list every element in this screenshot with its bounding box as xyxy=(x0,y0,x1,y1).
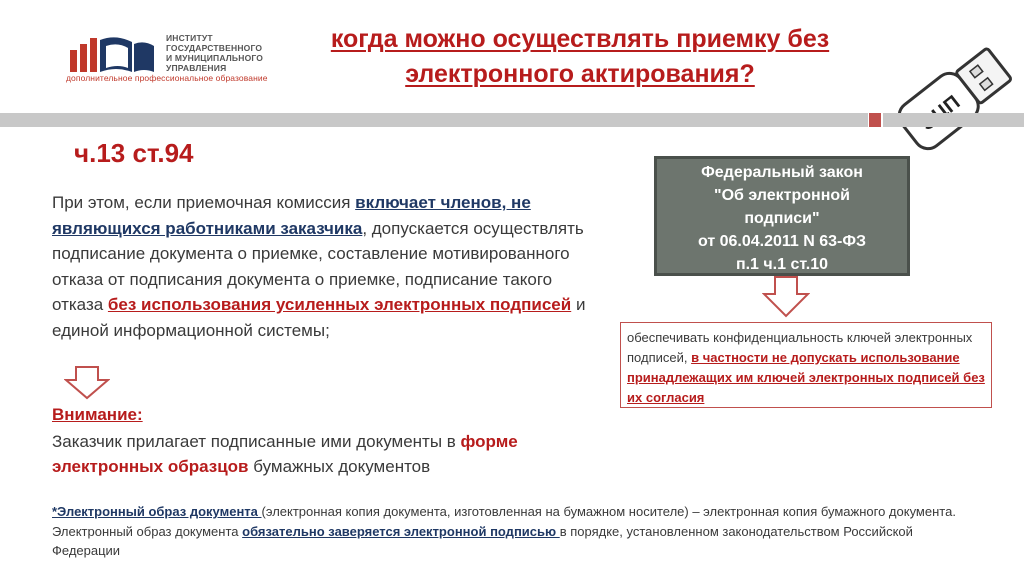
law-line: от 06.04.2011 N 63-ФЗ xyxy=(697,233,867,250)
note-highlight: в частности не допускать использование принадлежащих им ключей электронных подписей без их согласия xyxy=(627,350,985,405)
title-line-1: когда можно осуществлять приемку без xyxy=(330,25,830,53)
footnote xyxy=(52,502,982,561)
main-paragraph xyxy=(52,190,592,343)
law-line: подписи" xyxy=(744,210,820,227)
note-text: обеспечивать конфиденциальность ключей электронных подписей, xyxy=(627,330,973,365)
institute-logo-icon xyxy=(66,34,158,74)
law-line: "Об электронной xyxy=(714,187,850,204)
attention-text-part: бумажных документов xyxy=(248,457,431,476)
para-highlight-no-signature: без использования усиленных электронных подписей xyxy=(107,295,572,314)
page-title xyxy=(300,22,860,92)
para-text: , допускается осуществлять подписание документа о приемке, составление мотивированного отказа от подписания документа о приемке, подписание такого отказа xyxy=(52,218,584,314)
para-text: При этом, если приемочная комиссия xyxy=(52,193,356,212)
down-arrow-icon xyxy=(64,366,110,400)
law-line: п.1 ч.1 ст.10 xyxy=(735,256,829,273)
footnote-highlight: обязательно заверяется электронной подписью xyxy=(242,523,560,539)
logo-line: ГОСУДАРСТВЕННОГО xyxy=(166,43,263,53)
logo-line: И МУНИЦИПАЛЬНОГО xyxy=(166,53,264,63)
attention-title: Внимание: xyxy=(52,405,143,424)
divider-bar xyxy=(0,113,868,127)
attention-text-part: Заказчик прилагает подписанные ими документы в xyxy=(52,432,461,451)
title-line-2: электронного актирования? xyxy=(405,60,755,88)
attention-highlight: форме электронных образцов xyxy=(52,432,518,476)
logo-subtitle: дополнительное профессиональное образование xyxy=(66,73,268,83)
logo-line: ИНСТИТУТ xyxy=(166,33,213,43)
article-reference: ч.13 ст.94 xyxy=(74,138,194,168)
federal-law-box xyxy=(654,156,910,276)
para-text: и единой информационной системы; xyxy=(52,295,586,340)
down-arrow-icon xyxy=(762,276,810,318)
logo-text xyxy=(166,33,263,73)
logo-line: УПРАВЛЕНИЯ xyxy=(166,63,227,73)
attention-text xyxy=(52,429,592,479)
law-requirement-note xyxy=(620,322,992,408)
law-line: Федеральный закон xyxy=(701,164,863,181)
para-highlight-members: включает членов, не являющихся работниками заказчика xyxy=(52,193,531,238)
divider-bar-right xyxy=(883,113,1024,127)
footnote-text: в порядке, установленном законодательством Российской Федерации xyxy=(52,523,913,558)
footnote-text: (электронная копия документа, изготовленная на бумажном носителе) – электронная копия бумажного документа. Электронный образ документа xyxy=(52,504,956,539)
divider-accent xyxy=(869,113,881,127)
footnote-term: *Электронный образ документа xyxy=(52,504,262,519)
